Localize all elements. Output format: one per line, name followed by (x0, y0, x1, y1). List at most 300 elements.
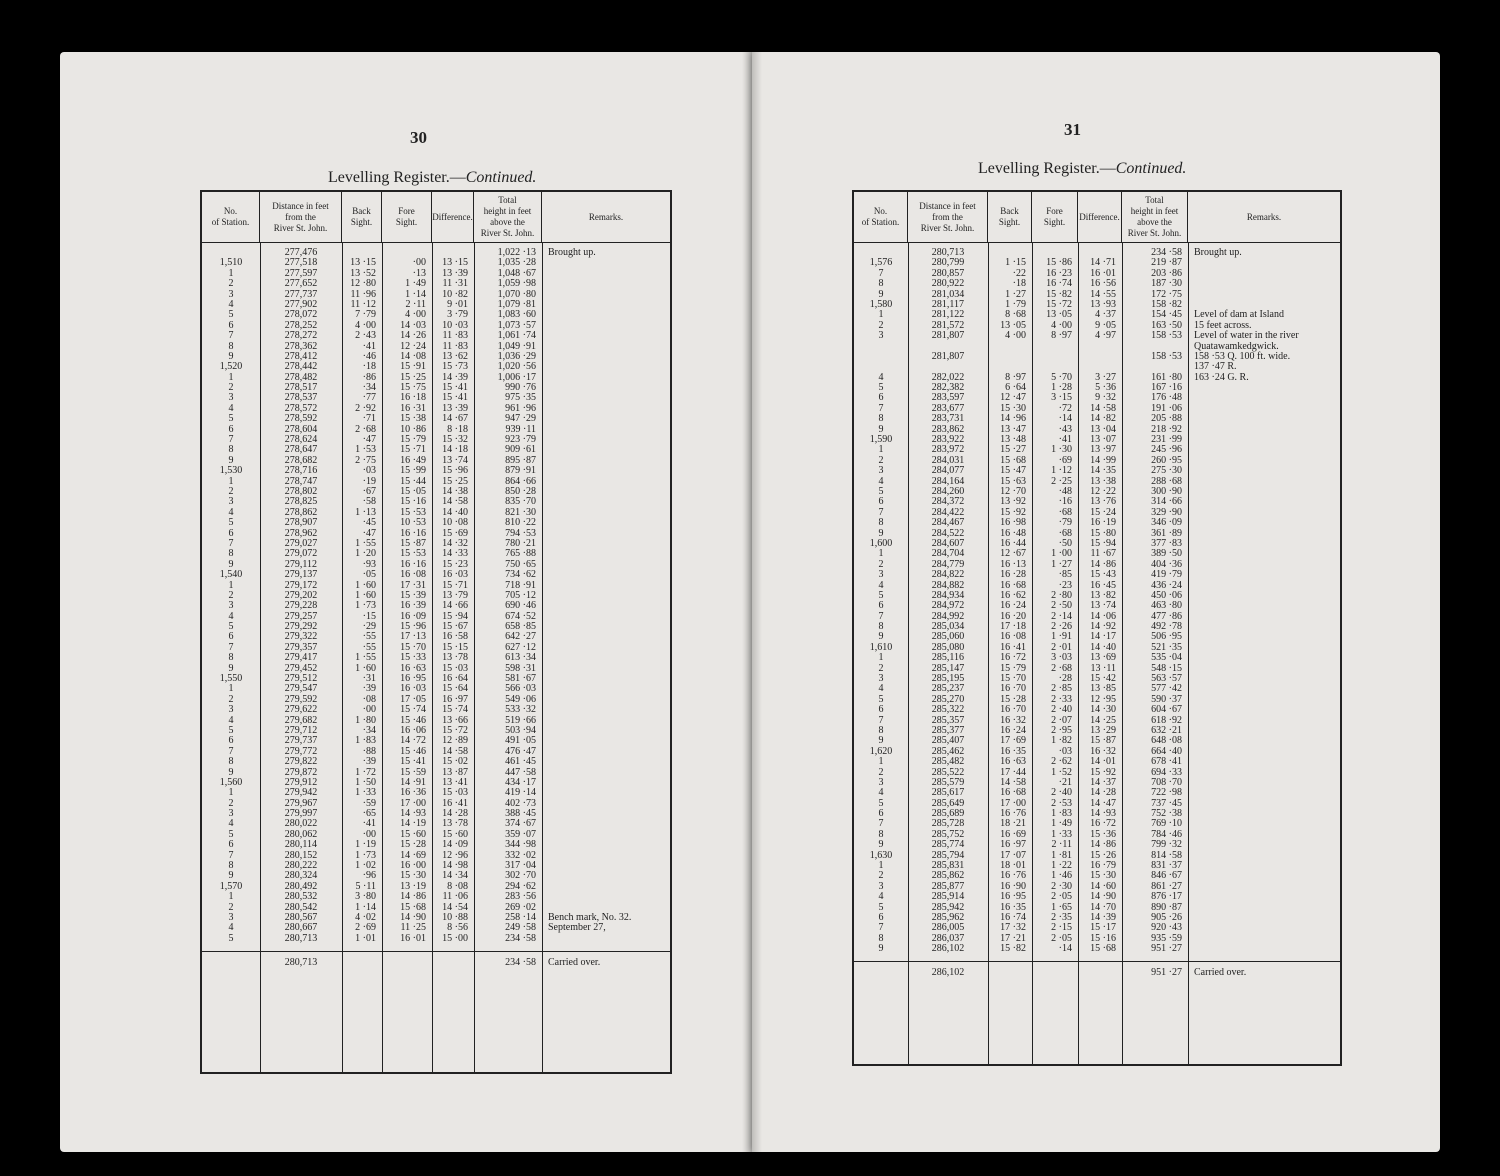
table-cell: 4 (228, 506, 234, 518)
table-cell: 618 ·92 (1151, 714, 1182, 726)
levelling-register-table (852, 190, 1342, 1066)
table-row (854, 352, 1340, 362)
table-cell: 278,482 (284, 371, 318, 383)
right-page (752, 52, 1440, 1152)
table-cell: 14 ·93 (400, 808, 426, 820)
table-cell: 9 (228, 454, 234, 466)
table-cell: 16 ·49 (400, 454, 426, 466)
table-cell: 1 (228, 371, 234, 383)
table-cell: 344 ·98 (505, 839, 536, 851)
table-cell: 794 ·53 (505, 527, 536, 539)
table-cell: ·43 (1058, 423, 1072, 435)
table-cell: 947 ·29 (505, 413, 536, 425)
table-cell: 279,112 (284, 558, 318, 570)
table-cell: 2 ·30 (1051, 880, 1072, 892)
table-cell: 1,610 (869, 641, 893, 653)
table-cell: 14 ·34 (442, 870, 468, 882)
table-cell: 285,877 (931, 880, 965, 892)
table-row (202, 373, 670, 383)
table-row (202, 342, 670, 352)
table-cell: 434 ·17 (505, 776, 536, 788)
table-cell: 279,228 (284, 600, 318, 612)
table-cell: 15 ·16 (400, 496, 426, 508)
table-cell: 15 ·69 (442, 527, 468, 539)
table-cell: 10 ·08 (442, 517, 468, 529)
table-cell: 1 (228, 683, 234, 695)
table-cell: 2 ·15 (1051, 922, 1072, 934)
table-cell: 2 ·85 (1051, 683, 1072, 695)
table-row (202, 445, 670, 455)
table-cell: 920 ·43 (1151, 922, 1182, 934)
table-cell: 8 (878, 828, 884, 840)
table-cell: 3 (228, 912, 234, 923)
table-cell: 1 ·49 (1051, 818, 1072, 830)
table-cell: 317 ·04 (505, 860, 536, 872)
table-cell: 3 (228, 496, 234, 508)
table-cell: 2 ·68 (1051, 662, 1072, 674)
table-row (202, 414, 670, 424)
table-cell: ·48 (1058, 485, 1072, 497)
table-cell: 15 ·80 (1090, 527, 1116, 539)
table-cell: 799 ·32 (1151, 839, 1182, 851)
table-header (854, 192, 1340, 243)
table-cell: 279,942 (284, 787, 318, 799)
table-cell: 285,617 (931, 787, 965, 799)
table-cell: 278,716 (284, 465, 318, 477)
table-cell: 14 ·08 (400, 350, 426, 362)
table-footer (202, 951, 670, 974)
table-row (854, 518, 1340, 528)
table-cell: 1 ·14 (405, 288, 426, 300)
column-header: Remarks. (1246, 211, 1282, 222)
table-cell: 284,934 (931, 589, 965, 601)
table-row (202, 934, 670, 944)
table-cell: 2 (228, 382, 234, 394)
table-cell: 1 ·50 (355, 776, 376, 788)
table-cell: 13 ·82 (1090, 589, 1116, 601)
table-cell: 1,510 (219, 257, 243, 269)
table-cell: 734 ·62 (505, 569, 536, 581)
table-cell: 277,737 (284, 288, 318, 300)
table-cell: 284,992 (931, 610, 965, 622)
table-cell: 16 ·00 (400, 860, 426, 872)
table-cell: 1 ·60 (355, 579, 376, 591)
table-cell: 18 ·21 (1000, 818, 1026, 830)
table-cell: 1 (228, 267, 234, 279)
table-cell: 279,547 (284, 683, 318, 695)
table-cell: 279,872 (284, 766, 318, 778)
table-cell: 9 (228, 870, 234, 882)
table-cell: 9 (228, 662, 234, 674)
table-cell: 13 ·05 (1046, 309, 1072, 321)
table-cell: 14 ·26 (400, 330, 426, 342)
table-cell: 15 ·33 (400, 652, 426, 664)
table-cell: 16 ·76 (1000, 870, 1026, 882)
table-cell: 16 ·03 (442, 569, 468, 581)
table-cell: 784 ·46 (1151, 828, 1182, 840)
table-cell: 8 (228, 652, 234, 664)
table-cell: 4 (878, 371, 884, 383)
table-cell: 2 (228, 589, 234, 601)
table-cell: 3 ·80 (355, 891, 376, 903)
table-cell: 6 (228, 527, 234, 539)
table-cell: 664 ·40 (1151, 745, 1182, 757)
table-cell: 13 ·41 (442, 776, 468, 788)
table-cell: 17 ·07 (1000, 849, 1026, 861)
table-cell: 187 ·30 (1151, 278, 1182, 290)
table-cell: 13 ·38 (1090, 475, 1116, 487)
table-cell: ·96 (362, 870, 376, 882)
table-cell: ·41 (1058, 434, 1072, 446)
table-cell: 923 ·79 (505, 434, 536, 446)
table-cell: 2 ·01 (1051, 641, 1072, 653)
table-cell: 658 ·85 (505, 621, 536, 633)
table-cell: ·69 (1058, 454, 1072, 466)
table-cell: 1,520 (219, 361, 243, 373)
table-cell: 5 (228, 828, 234, 840)
table-cell: 15 ·17 (1090, 922, 1116, 934)
table-cell: 9 ·01 (447, 298, 468, 310)
table-cell: 11 ·25 (400, 922, 426, 934)
table-cell: 284,164 (931, 475, 965, 487)
table-cell: 15 ·00 (442, 932, 468, 944)
table-cell: 280,567 (284, 912, 318, 923)
table-row (202, 383, 670, 393)
table-cell: 13 ·15 (442, 257, 468, 269)
table-cell: 419 ·14 (505, 787, 536, 799)
table-cell: 1 ·55 (355, 537, 376, 549)
table-cell: 231 ·99 (1151, 434, 1182, 446)
table-cell: 15 ·87 (400, 537, 426, 549)
table-cell: 718 ·91 (505, 579, 536, 591)
table-row (202, 321, 670, 331)
table-cell: 13 ·29 (1090, 724, 1116, 736)
table-cell: 10 ·86 (400, 423, 426, 435)
table-cell: 8 (228, 860, 234, 872)
table-row (202, 653, 670, 663)
table-cell: 279,622 (284, 704, 318, 716)
table-cell: ·00 (362, 704, 376, 716)
table-cell: 234 ·58 (505, 932, 536, 944)
table-cell: 332 ·02 (505, 849, 536, 861)
table-cell: 7 (878, 267, 884, 279)
table-cell: 284,704 (931, 548, 965, 560)
table-cell: 1,061 ·74 (497, 330, 536, 342)
table-cell: 7 (878, 922, 884, 934)
table-cell: 15 ·86 (1046, 257, 1072, 269)
table-cell: 17 ·18 (1000, 621, 1026, 633)
table-cell: ·14 (1058, 943, 1072, 955)
table-cell: 11 ·96 (350, 288, 376, 300)
carried-distance: 280,713 (284, 956, 318, 968)
table-cell: 476 ·47 (505, 745, 536, 757)
table-cell: 1 (878, 444, 884, 456)
table-cell: ·47 (362, 527, 376, 539)
table-cell: ·18 (1012, 278, 1026, 290)
table-cell: 13 ·07 (1090, 434, 1116, 446)
table-cell: 278,802 (284, 485, 318, 497)
table-cell: 284,779 (931, 558, 965, 570)
table-cell: 14 ·60 (1090, 880, 1116, 892)
table-cell: 278,412 (284, 350, 318, 362)
table-cell: 17 ·00 (1000, 797, 1026, 809)
table-cell: ·28 (1058, 673, 1072, 685)
table-cell: 15 ·92 (1090, 766, 1116, 778)
table-cell: 281,807 (931, 330, 965, 342)
table-cell: 278,747 (284, 475, 318, 487)
table-cell: 277,518 (284, 257, 318, 269)
table-row (202, 632, 670, 642)
table-cell: 2 (228, 485, 234, 497)
table-cell: 16 ·19 (1090, 517, 1116, 529)
table-cell: 13 ·92 (1000, 496, 1026, 508)
table-cell: 277,597 (284, 267, 318, 279)
table-row (202, 788, 670, 798)
table-cell: 278,272 (284, 330, 318, 342)
table-cell: 280,324 (284, 870, 318, 882)
table-cell: 12 ·95 (1090, 693, 1116, 705)
table-cell: 278,907 (284, 517, 318, 529)
table-row (202, 861, 670, 871)
table-cell: 7 (878, 818, 884, 830)
table-body (854, 248, 1340, 955)
table-cell: 14 ·06 (1090, 610, 1116, 622)
table-cell: ·34 (362, 724, 376, 736)
table-cell: 1 ·80 (355, 714, 376, 726)
table-row (202, 508, 670, 518)
table-cell: 17 ·69 (1000, 735, 1026, 747)
table-cell: 279,512 (284, 673, 318, 685)
table-cell: 2 (228, 797, 234, 809)
table-cell: 1 ·82 (1051, 735, 1072, 747)
table-cell: 15 ·30 (1000, 402, 1026, 414)
table-row (854, 279, 1340, 289)
table-cell: 281,122 (931, 309, 965, 321)
table-row (202, 310, 670, 320)
table-cell: 11 ·83 (442, 340, 468, 352)
table-cell: 7 (878, 610, 884, 622)
table-cell: 281,807 (931, 350, 965, 362)
table-cell: ·34 (362, 382, 376, 394)
table-cell: 280,542 (284, 901, 318, 913)
table-cell: 16 ·68 (1000, 579, 1026, 591)
table-cell: 14 ·90 (1090, 891, 1116, 903)
table-row (202, 477, 670, 487)
table-cell: 15 ·91 (400, 361, 426, 373)
table-cell: 280,799 (931, 257, 965, 269)
table-cell: 13 ·19 (400, 880, 426, 892)
table-cell: 2 ·92 (355, 402, 376, 414)
table-cell: 16 ·16 (400, 527, 426, 539)
table-cell: 9 (878, 631, 884, 643)
table-cell: 1 ·33 (1051, 828, 1072, 840)
table-cell: 285,689 (931, 808, 965, 820)
table-cell: 2 ·40 (1051, 787, 1072, 799)
table-cell: 15 ·41 (442, 382, 468, 394)
table-cell: 1,530 (219, 465, 243, 477)
table-cell: 14 ·69 (400, 849, 426, 861)
table-row (202, 726, 670, 736)
table-cell: 16 ·41 (1000, 641, 1026, 653)
table-row (202, 539, 670, 549)
table-cell: 16 ·64 (442, 673, 468, 685)
table-cell: 2 ·14 (1051, 610, 1072, 622)
table-cell: 864 ·66 (505, 475, 536, 487)
table-cell: 1 ·27 (1005, 288, 1026, 300)
table-cell: 8 ·68 (1005, 309, 1026, 321)
table-cell: 4 (228, 610, 234, 622)
table-cell: 279,912 (284, 776, 318, 788)
table-footer (854, 961, 1340, 984)
table-cell: 13 ·39 (442, 402, 468, 414)
table-row (202, 674, 670, 684)
page-title: Levelling Register.—Continued. (978, 160, 1187, 177)
table-cell: 329 ·90 (1151, 506, 1182, 518)
table-cell: 219 ·87 (1151, 257, 1182, 269)
table-cell: 14 ·58 (1090, 402, 1116, 414)
table-cell: 6 (878, 704, 884, 716)
table-cell: 1 ·72 (355, 766, 376, 778)
table-cell: 278,624 (284, 434, 318, 446)
table-cell: 282,022 (931, 371, 965, 383)
table-cell: 16 ·63 (1000, 756, 1026, 768)
table-cell: 15 ·74 (442, 704, 468, 716)
table-cell: 15 ·27 (1000, 444, 1026, 456)
table-cell: 279,712 (284, 724, 318, 736)
table-cell: Level of dam at Island (1194, 309, 1284, 321)
table-cell: 288 ·68 (1151, 475, 1182, 487)
table-cell: 5 (878, 485, 884, 497)
table-cell: 8 ·56 (447, 922, 468, 934)
table-cell: 285,831 (931, 860, 965, 872)
table-cell: 16 ·35 (1000, 901, 1026, 913)
table-cell: 285,579 (931, 776, 965, 788)
table-cell: 1 ·73 (355, 849, 376, 861)
table-cell: 7 (878, 402, 884, 414)
table-cell: 678 ·41 (1151, 756, 1182, 768)
table-cell: 203 ·86 (1151, 267, 1182, 279)
table-cell: 16 ·32 (1000, 714, 1026, 726)
table-cell: ·50 (1058, 537, 1072, 549)
table-cell: 1 ·83 (1051, 808, 1072, 820)
table-cell: 285,962 (931, 912, 965, 923)
table-cell: 447 ·58 (505, 766, 536, 778)
table-cell: 16 ·62 (1000, 589, 1026, 601)
table-cell: 18 ·01 (1000, 860, 1026, 872)
table-cell: 280,713 (284, 932, 318, 944)
table-cell: 9 (228, 558, 234, 570)
table-cell: 15 ·73 (442, 361, 468, 373)
table-cell: 154 ·45 (1151, 309, 1182, 321)
table-cell: 14 ·55 (1090, 288, 1116, 300)
table-cell: 765 ·88 (505, 548, 536, 560)
table-cell: 284,372 (931, 496, 965, 508)
table-cell: ·05 (362, 569, 376, 581)
table-cell: ·72 (1058, 402, 1072, 414)
table-cell: 1 ·15 (1005, 257, 1026, 269)
table-cell: 279,357 (284, 641, 318, 653)
table-cell: 690 ·46 (505, 600, 536, 612)
table-row (202, 684, 670, 694)
table-cell: 2 ·25 (1051, 475, 1072, 487)
table-cell: 284,822 (931, 569, 965, 581)
table-cell: 750 ·65 (505, 558, 536, 570)
table-cell: 13 ·97 (1090, 444, 1116, 456)
table-cell: 810 ·22 (505, 517, 536, 529)
table-cell: 279,072 (284, 548, 318, 560)
table-cell: ·22 (1012, 267, 1026, 279)
table-cell: 8 (228, 340, 234, 352)
table-cell: 3 (878, 465, 884, 477)
table-cell: ·21 (1058, 776, 1072, 788)
table-cell: 11 ·12 (350, 298, 376, 310)
table-cell: 15 ·94 (1090, 537, 1116, 549)
table-cell: 7 (228, 537, 234, 549)
table-cell: 278,252 (284, 319, 318, 331)
table-cell: 2 (878, 662, 884, 674)
table-cell: 283,597 (931, 392, 965, 404)
table-cell: 5 ·70 (1051, 371, 1072, 383)
table-row (202, 757, 670, 767)
table-cell: 895 ·87 (505, 454, 536, 466)
table-cell: 3 ·27 (1095, 371, 1116, 383)
table-cell: 16 ·63 (400, 662, 426, 674)
table-cell: 12 ·22 (1090, 485, 1116, 497)
column-header: Remarks. (588, 211, 624, 222)
table-cell: 7 (228, 849, 234, 861)
table-cell: 285,522 (931, 766, 965, 778)
table-row (854, 570, 1340, 580)
table-cell: 1 ·60 (355, 589, 376, 601)
book-gutter (742, 52, 762, 1152)
table-cell: 15 ·41 (442, 392, 468, 404)
table-cell: 961 ·96 (505, 402, 536, 414)
table-cell: 7 (228, 745, 234, 757)
table-cell: 14 ·54 (442, 901, 468, 913)
table-cell: 14 ·72 (400, 735, 426, 747)
table-row (202, 892, 670, 902)
table-cell: 1 ·14 (355, 901, 376, 913)
table-cell: 300 ·90 (1151, 485, 1182, 497)
table-row (202, 622, 670, 632)
table-cell: 648 ·08 (1151, 735, 1182, 747)
table-cell: 14 ·28 (1090, 787, 1116, 799)
table-cell: 15 ·82 (1046, 288, 1072, 300)
table-cell: 15 ·64 (442, 683, 468, 695)
column-header: Distance in feet from the River St. John. (908, 192, 988, 242)
column-header: No. of Station. (202, 192, 260, 242)
table-cell: 14 ·19 (400, 818, 426, 830)
table-cell: 491 ·05 (505, 735, 536, 747)
table-cell: 16 ·24 (1000, 724, 1026, 736)
table-row (202, 425, 670, 435)
table-cell: 15 ·43 (1090, 569, 1116, 581)
table-cell: 13 ·15 (350, 257, 376, 269)
table-cell: 1 ·33 (355, 787, 376, 799)
table-cell: 14 ·58 (442, 496, 468, 508)
table-cell: 2 ·05 (1051, 932, 1072, 944)
table-cell: 6 (228, 319, 234, 331)
table-cell: Brought up. (548, 247, 596, 258)
table-cell: 280,062 (284, 828, 318, 840)
table-cell: 9 (878, 839, 884, 851)
table-cell: 642 ·27 (505, 631, 536, 643)
table-cell: 285,357 (931, 714, 965, 726)
table-cell: 12 ·67 (1000, 548, 1026, 560)
table-cell: 191 ·06 (1151, 402, 1182, 414)
table-cell: 8 (878, 932, 884, 944)
table-cell: 284,607 (931, 537, 965, 549)
